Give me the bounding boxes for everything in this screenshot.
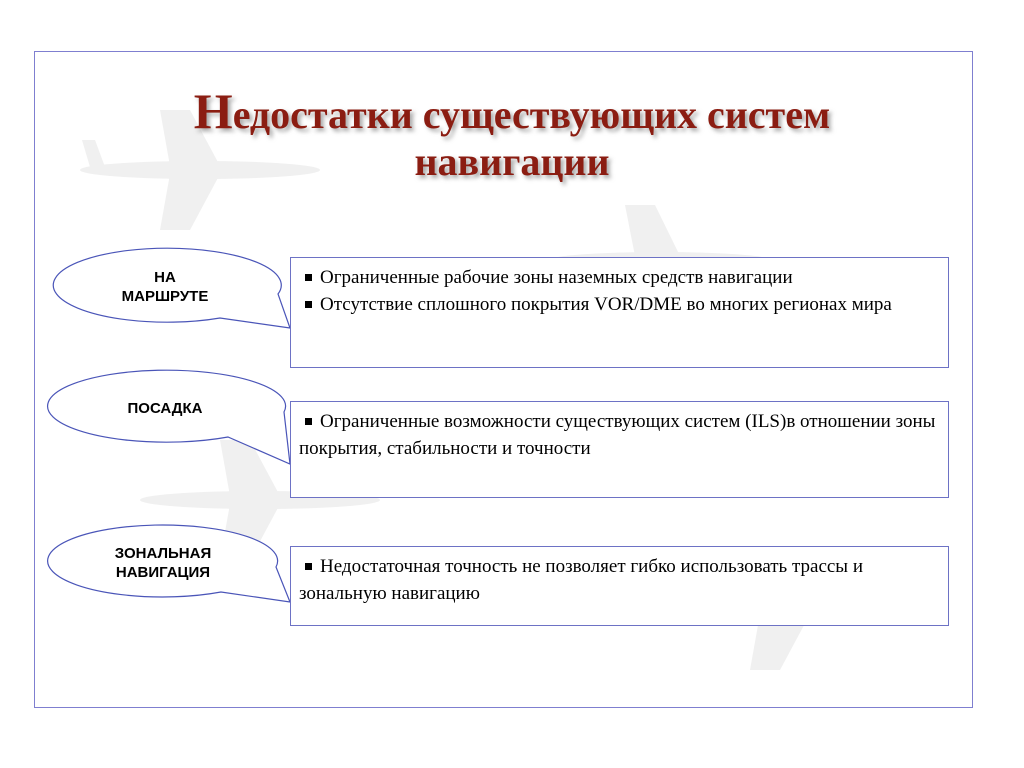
title-line-2: навигации	[414, 139, 610, 184]
square-bullet-icon	[305, 418, 312, 425]
title-first-letter: Н	[193, 83, 233, 139]
area-nav-issues-box	[290, 546, 949, 626]
square-bullet-icon	[305, 301, 312, 308]
route-issues-box	[290, 257, 949, 368]
landing-issues-box	[290, 401, 949, 498]
list-item: Отсутствие сплошного покрытия VOR/DME во многих регионах мира	[299, 291, 940, 318]
square-bullet-icon	[305, 563, 312, 570]
bubble-label-area-nav: ЗОНАЛЬНАЯ НАВИГАЦИЯ	[114, 545, 212, 581]
bubble-label-landing: ПОСАДКА	[127, 400, 203, 417]
list-item: Недостаточная точность не позволяет гибко использовать трассы и зональную навигацию	[299, 556, 863, 604]
title-line-1: едостатки существующих систем	[232, 92, 831, 137]
list-item: Ограниченные возможности существующих систем (ILS)в отношении зоны покрытия, стабильности и точности	[299, 411, 936, 459]
square-bullet-icon	[305, 274, 312, 281]
bubble-label-route: НА МАРШРУТЕ	[121, 269, 209, 305]
list-item: Ограниченные рабочие зоны наземных средств навигации	[299, 264, 940, 291]
